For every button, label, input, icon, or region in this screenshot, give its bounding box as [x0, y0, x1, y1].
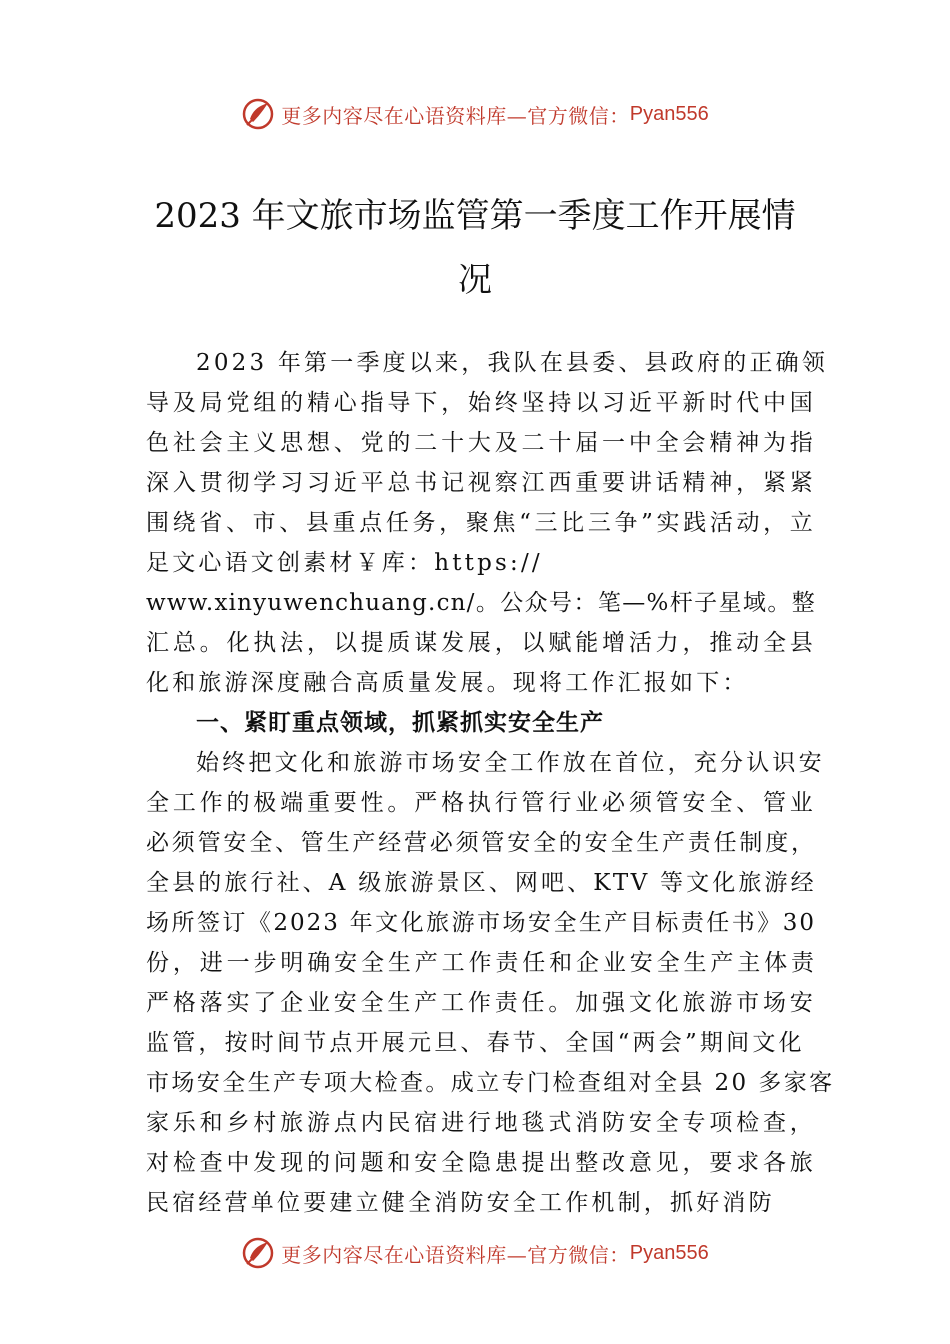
- section-1-line: 始终把文化和旅游市场安全工作放在首位，充分认识安: [196, 750, 825, 776]
- footer-watermark-banner: [0, 1233, 950, 1273]
- intro-line: 导及局党组的精心指导下，始终坚持以习近平新时代中国: [146, 390, 816, 416]
- intro-line: www.xinyuwenchuang.cn/。公众号：笔—%杆子星域。整: [146, 590, 816, 616]
- intro-line: 围绕省、市、县重点任务，聚焦“三比三争”实践活动，立: [146, 510, 816, 536]
- logo-icon: [241, 1236, 275, 1270]
- section-1-line: 全县的旅行社、A 级旅游景区、网吧、KTV 等文化旅游经: [146, 870, 816, 896]
- intro-line: 深入贯彻学习习近平总书记视察江西重要讲话精神，紧紧: [146, 470, 816, 496]
- intro-line: 色社会主义思想、党的二十大及二十届一中全会精神为指: [146, 430, 816, 456]
- section-1-heading: 一、紧盯重点领域，抓紧抓实安全生产: [196, 710, 604, 736]
- section-1-line: 家乐和乡村旅游点内民宿进行地毯式消防安全专项检查，: [146, 1110, 816, 1136]
- intro-line: 化和旅游深度融合高质量发展。现将工作汇报如下：: [146, 670, 749, 696]
- banner-text: 更多内容尽在心语资料库—官方微信：: [281, 103, 630, 128]
- header-watermark-banner: [0, 94, 950, 134]
- section-1-line: 严格落实了企业安全生产工作责任。加强文化旅游市场安: [146, 990, 816, 1016]
- section-1-line: 监管，按时间节点开展元旦、春节、全国“两会”期间文化: [146, 1030, 805, 1056]
- document-body: [146, 343, 835, 1223]
- intro-line: 2023 年第一季度以来，我队在县委、县政府的正确领: [196, 350, 829, 376]
- document-title: [140, 184, 810, 312]
- banner-text: 更多内容尽在心语资料库—官方微信：: [281, 1242, 630, 1267]
- banner-wechat-id: Pyan556: [629, 1241, 709, 1264]
- section-1-line: 份，进一步明确安全生产工作责任和企业安全生产主体责: [146, 950, 816, 976]
- banner-wechat-id: Pyan556: [629, 102, 709, 125]
- logo-icon: [241, 97, 275, 131]
- section-1-line: 必须管安全、管生产经营必须管安全的安全生产责任制度，: [146, 830, 816, 856]
- section-1-line: 全工作的极端重要性。严格执行管行业必须管安全、管业: [146, 790, 816, 816]
- title-line-2: 况: [458, 260, 492, 300]
- section-1-line: 场所签订《2023 年文化旅游市场安全生产目标责任书》30: [146, 910, 816, 936]
- section-1-line: 对检查中发现的问题和安全隐患提出整改意见，要求各旅: [146, 1150, 816, 1176]
- intro-line: 足文心语文创素材￥库：https://: [146, 550, 543, 576]
- title-line-1: 2023 年文旅市场监管第一季度工作开展情: [154, 196, 796, 236]
- section-1-line: 市场安全生产专项大检查。成立专门检查组对全县 20 多家客: [146, 1070, 835, 1096]
- section-1-line: 民宿经营单位要建立健全消防安全工作机制，抓好消防: [146, 1190, 775, 1216]
- intro-line: 汇总。化执法，以提质谋发展，以赋能增活力，推动全县: [146, 630, 816, 656]
